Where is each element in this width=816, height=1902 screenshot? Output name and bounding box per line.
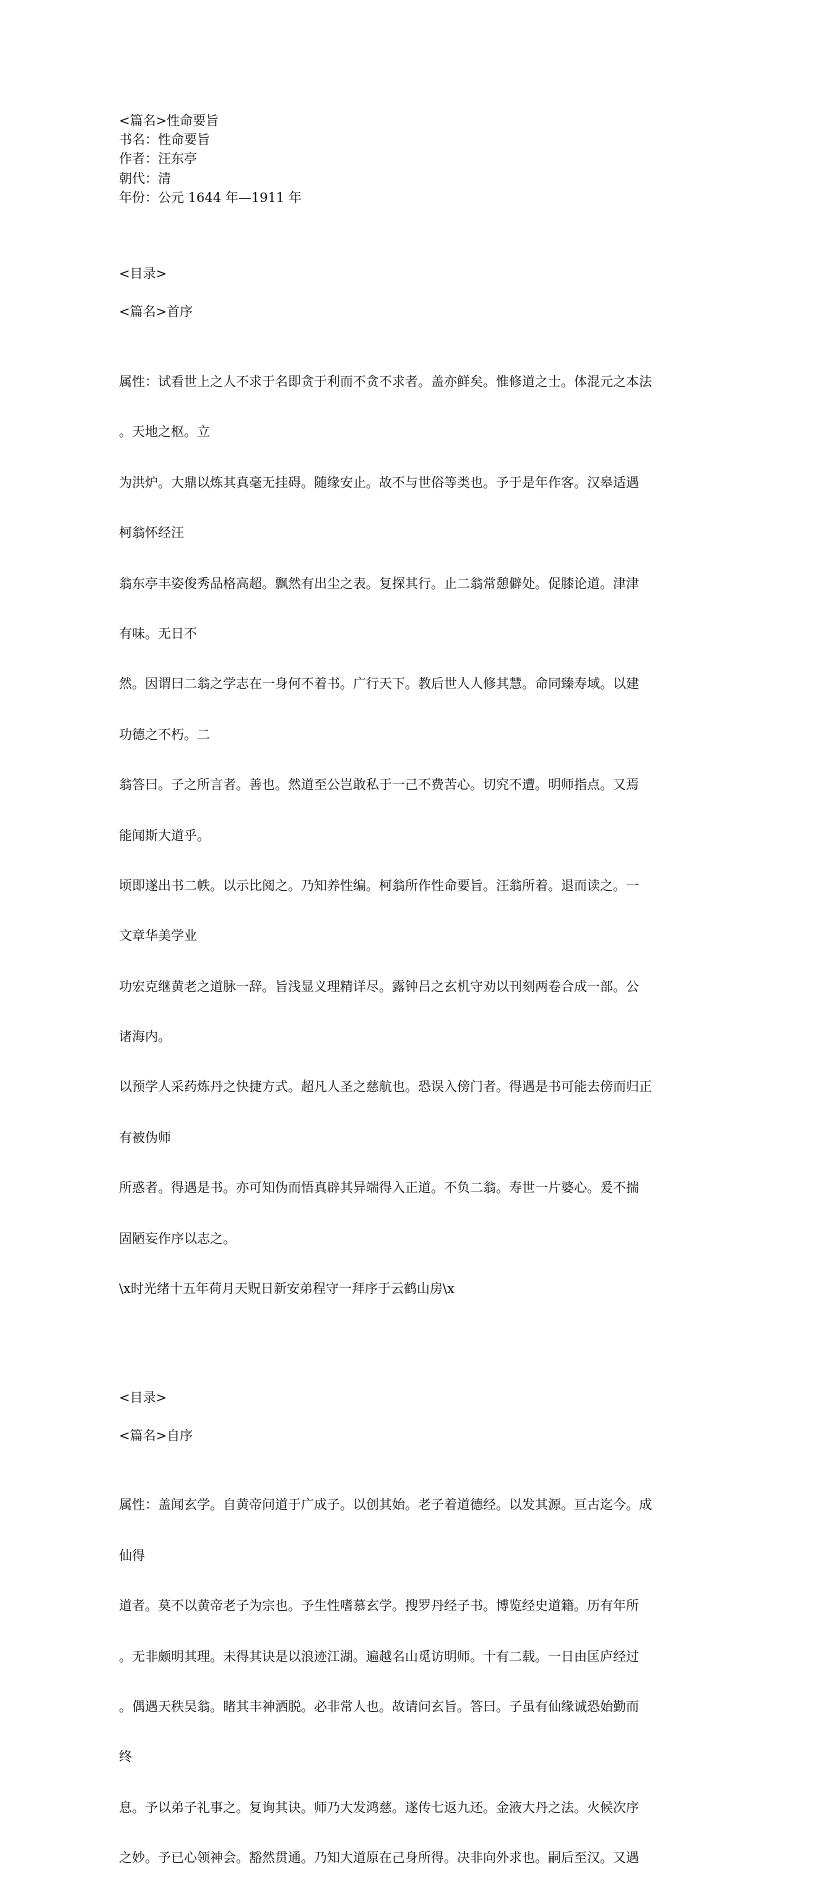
body-line: 能闻斯大道乎。 <box>119 828 211 844</box>
body-line: 道者。莫不以黄帝老子为宗也。予生性嗜慕玄学。搜罗丹经子书。博览经史道籍。历有年所 <box>119 1599 640 1615</box>
section-title: <篇名>首序 <box>119 305 193 321</box>
book-title: 书名：性命要旨 <box>119 133 211 149</box>
body-line: 翁东亭丰姿俊秀品格高超。飘然有出尘之表。复探其行。止二翁常憩僻处。促膝论道。津津 <box>119 576 640 592</box>
toc-link[interactable]: <目录> <box>119 267 167 283</box>
body-line: 之妙。予已心领神会。豁然贯通。乃知大道原在己身所得。决非向外求也。嗣后至汉。又遇 <box>119 1851 640 1867</box>
years: 年份：公元 1644 年—1911 年 <box>119 190 302 206</box>
body-line: 以预学人采药炼丹之快捷方式。超凡人圣之慈航也。恐误入傍门者。得遇是书可能去傍而归正 <box>119 1080 653 1096</box>
body-line: 息。予以弟子礼事之。复询其诀。师乃大发鸿慈。遂传七返九还。金液大丹之法。火候次序 <box>119 1800 640 1816</box>
toc-link[interactable]: <目录> <box>119 1391 167 1407</box>
body-line: 终 <box>119 1750 133 1766</box>
body-line: 柯翁怀经汪 <box>119 526 185 542</box>
body-line: 。无非颇明其理。未得其诀是以浪迹江湖。遍越名山觅访明师。十有二载。一日由匡庐经过 <box>119 1649 640 1665</box>
body-line: 然。因谓曰二翁之学志在一身何不着书。广行天下。教后世人人修其慧。命同臻寿域。以建 <box>119 677 640 693</box>
body-line: 有被伪师 <box>119 1130 172 1146</box>
document-page <box>119 112 704 1902</box>
body-line: 文章华美学业 <box>119 929 198 945</box>
section-body <box>119 1465 704 1902</box>
author: 作者：汪东亭 <box>119 152 198 168</box>
dynasty: 朝代：清 <box>119 171 172 187</box>
body-line: \x时光绪十五年荷月天贶日新安弟程守一拜序于云鹤山房\x <box>119 1282 455 1298</box>
section-title: <篇名>自序 <box>119 1428 193 1444</box>
body-line: 顷即遂出书二帙。以示比阅之。乃知养性编。柯翁所作性命要旨。汪翁所着。退而读之。一 <box>119 878 640 894</box>
body-line: 。偶遇天秩吴翁。睹其丰神洒脱。必非常人也。故请问玄旨。答曰。子虽有仙缘诚恐始勤而 <box>119 1700 640 1715</box>
body-line: 诸海内。 <box>119 1030 172 1046</box>
body-line: 属性：试看世上之人不求于名即贪于利而不贪不求者。盖亦鲜矣。惟修道之士。体混元之本法 <box>119 375 653 391</box>
body-line: 有味。无日不 <box>119 626 198 642</box>
chapter-tag: <篇名>性命要旨 <box>119 114 219 129</box>
body-line: 为洪炉。大鼎以炼其真毫无挂碍。随缘安止。故不与世俗等类也。予于是年作客。汉皋适遇 <box>119 475 640 491</box>
body-line: 所惑者。得遇是书。亦可知伪而悟真辟其异端得入正道。不负二翁。寿世一片婆心。爰不揣 <box>119 1181 640 1197</box>
body-line: 属性：盖闻玄学。自黄帝问道于广成子。以创其始。老子着道德经。以发其源。亘古迄今。成 <box>119 1498 653 1514</box>
body-line: 仙得 <box>119 1548 146 1564</box>
body-line: 固陋妄作序以志之。 <box>119 1231 237 1247</box>
body-line: 功宏克继黄老之道脉一辞。旨浅显义理精详尽。露钟吕之玄机守劝以刊刻两卷合成一部。公 <box>119 979 640 995</box>
body-line: 。天地之枢。立 <box>119 425 211 441</box>
section-body <box>119 341 704 1332</box>
body-line: 翁答曰。子之所言者。善也。然道至公岂敢私于一己不费苦心。切究不遭。明师指点。又焉 <box>119 778 640 794</box>
body-line: 功德之不朽。二 <box>119 727 211 743</box>
